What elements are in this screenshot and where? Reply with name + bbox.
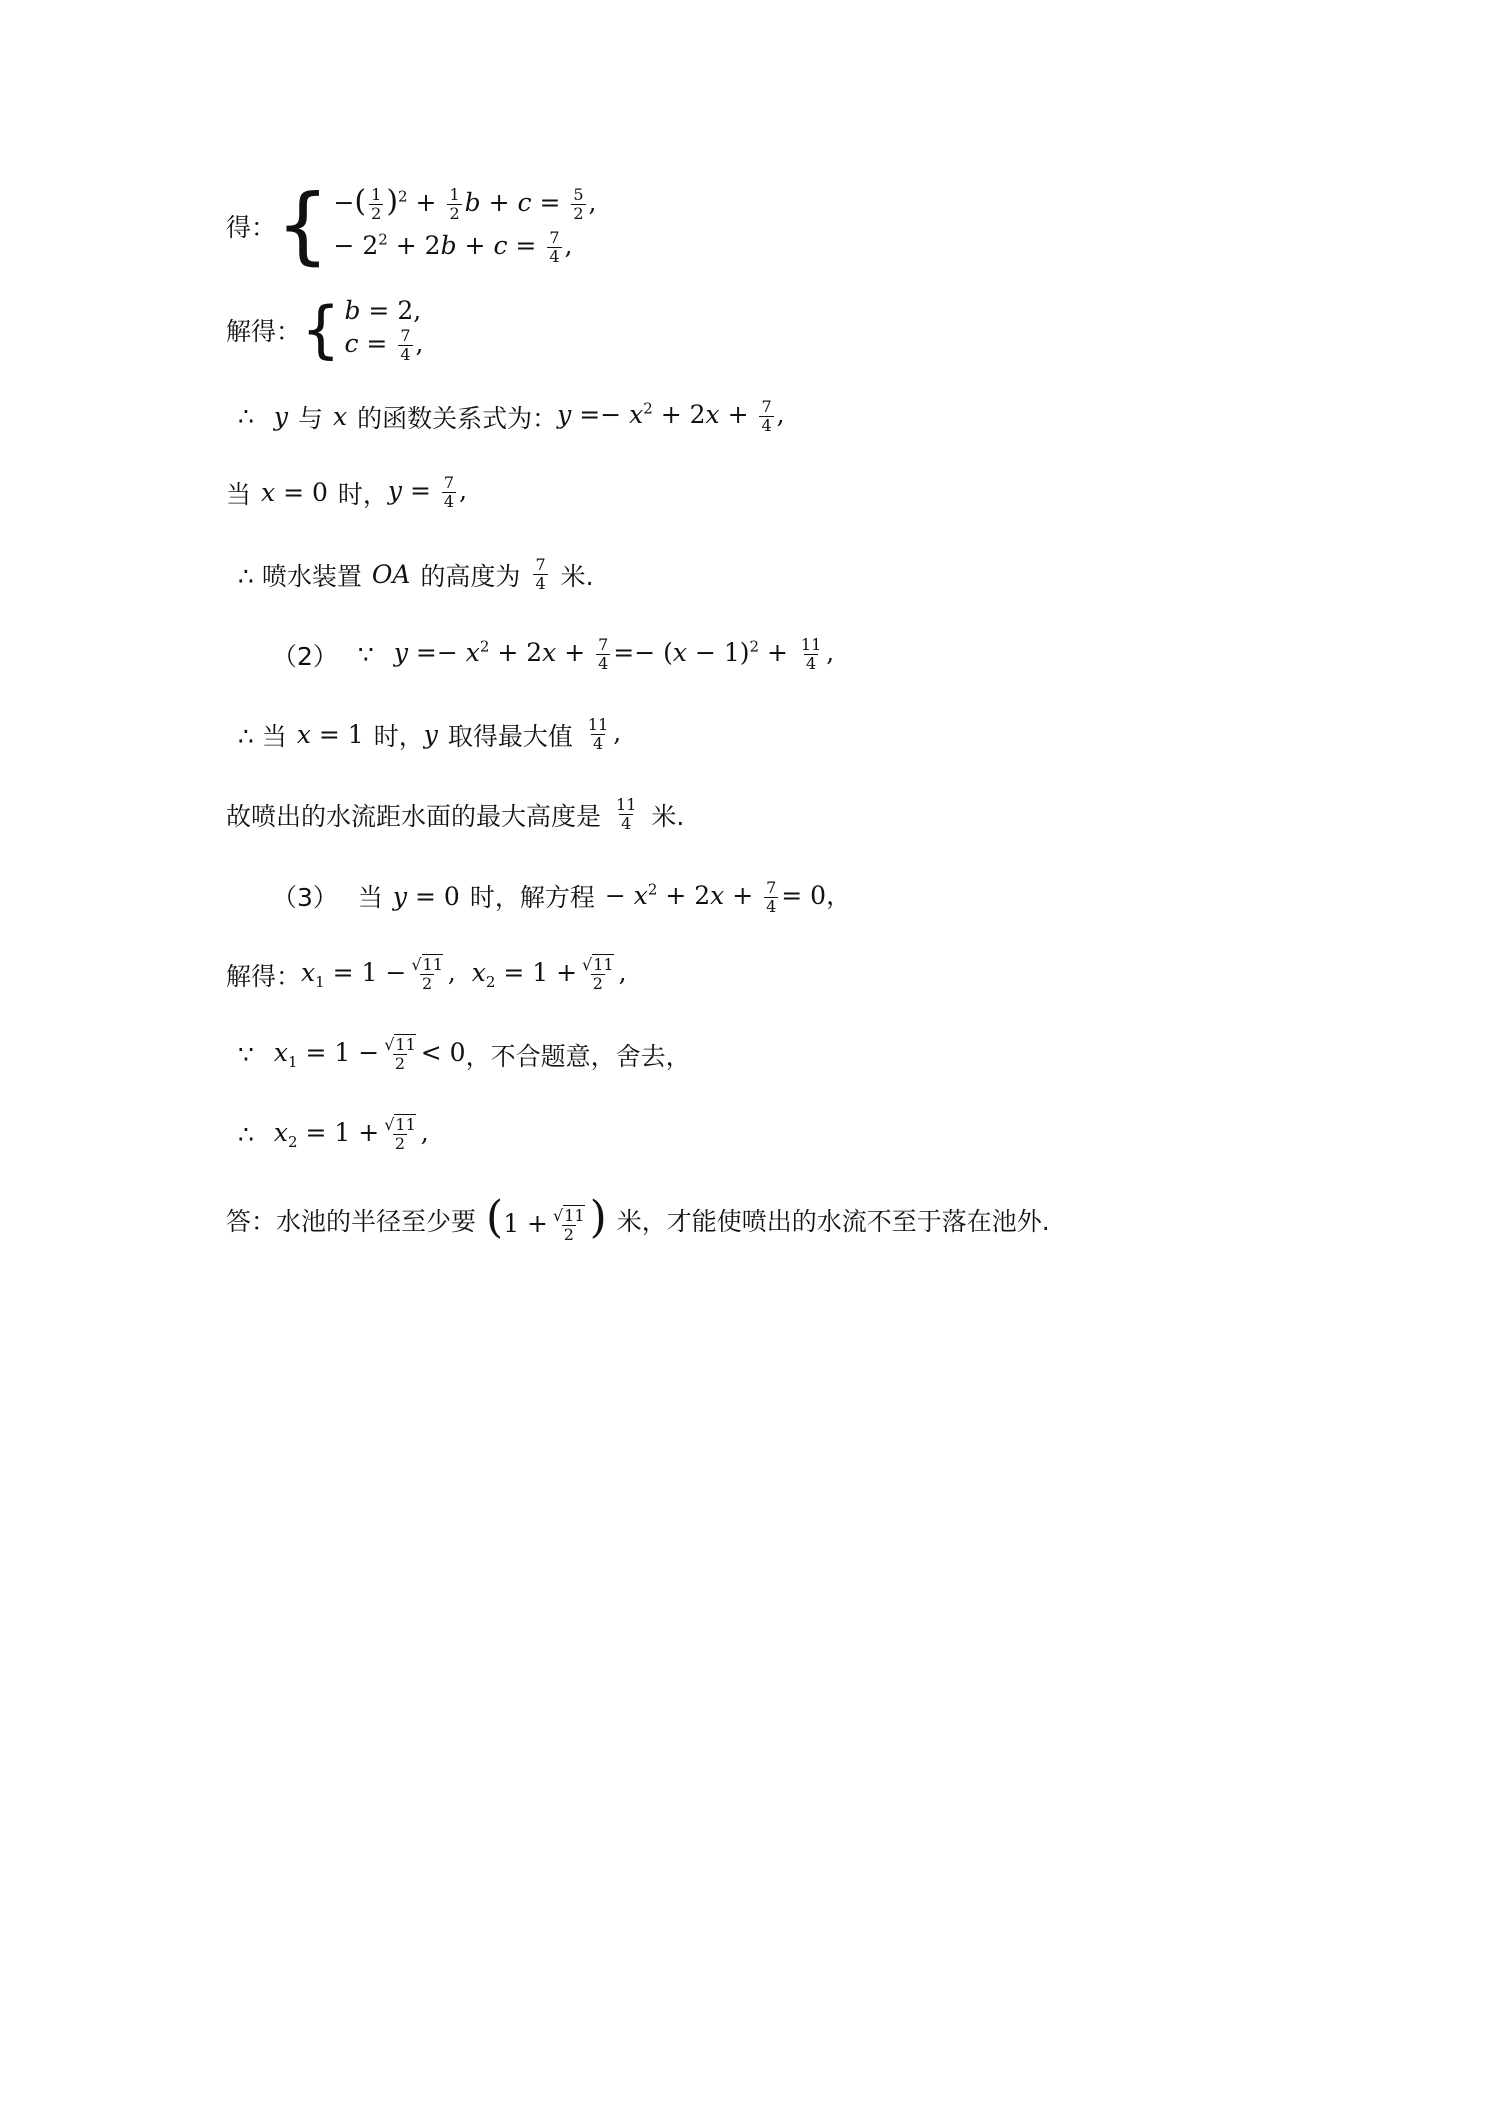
text-answer-prefix: 答：水池的半径至少要 <box>226 1207 477 1236</box>
part-2-label: （2） <box>272 641 338 671</box>
text-meter: 米. <box>560 561 594 591</box>
left-brace-icon: { <box>276 176 330 275</box>
max-value-line <box>238 716 621 753</box>
condition-x-eq-0: x = 0 <box>261 478 328 507</box>
y-value-expression: y = $\frac{7}{4}$ , <box>387 473 468 511</box>
fraction-11-4: $\frac{11}{4}$ , <box>587 715 622 753</box>
text-max-value: 取得最大值 <box>447 721 573 751</box>
quadratic-equation: − $x^2 + 2x$ + $\frac{7}{4}$ = 0， <box>604 878 852 916</box>
label-jiede: 解得： <box>226 961 302 991</box>
text-answer-suffix: 米，才能使喷出的水流不至于落在池外. <box>616 1207 1050 1236</box>
solution-brace-group <box>301 293 424 367</box>
text-max-height: 故喷出的水流距水面的最大高度是 <box>226 801 602 831</box>
roots-line <box>226 956 627 993</box>
text-dang: 当 <box>226 479 252 509</box>
solution-rows <box>344 296 423 364</box>
text-therefore-device: ∴ 喷水装置 <box>238 561 362 591</box>
text-height-is: 的高度为 <box>420 561 521 591</box>
because-symbol: ∵ <box>357 640 374 669</box>
text-dang: 当 <box>357 883 383 912</box>
text-rejected: ，不合题意，舍去， <box>465 1041 691 1071</box>
condition-y-eq-0: y = 0 <box>392 881 460 911</box>
function-relation-line <box>238 398 785 435</box>
text-therefore-when: ∴ 当 <box>238 721 287 751</box>
text-yu: 与 <box>298 403 324 433</box>
var-y: y <box>423 720 438 749</box>
system-brace-group <box>276 176 597 275</box>
label-de: 得： <box>226 213 277 242</box>
system-rows <box>333 186 596 266</box>
accepted-root-line <box>238 1116 429 1153</box>
part-3-label: （3） <box>272 883 338 912</box>
because-symbol: ∵ <box>238 1040 254 1069</box>
text-shi: 时， <box>373 721 424 751</box>
label-jiede: 解得： <box>226 317 302 346</box>
x-zero-line <box>226 474 467 511</box>
part3-equation-line <box>272 876 851 916</box>
therefore-symbol: ∴ <box>238 402 254 431</box>
text-solve-equation: 时，解方程 <box>469 883 595 912</box>
fraction-11-4: $\frac{11}{4}$ <box>616 795 637 833</box>
var-y: y <box>273 402 289 431</box>
roots-expression: $x_1 = 1$ − $\frac{√11}{2}$ , $x_2 = 1$ + $\frac{√11}{2}$ , <box>301 955 627 993</box>
reject-root-line <box>238 1036 691 1073</box>
part2-vertex-form-line <box>272 636 834 673</box>
answer-line <box>226 1192 1050 1244</box>
vertex-form-expression: $y =- x^2 + 2x$ + $\frac{7}{4}$ =− $(x - 1)^2$ + $\frac{11}{4}$ , <box>393 635 835 673</box>
max-height-line <box>226 796 684 833</box>
x2-expression: $x_2 = 1$ + $\frac{√11}{2}$ , <box>273 1115 429 1153</box>
equation-system-2 <box>226 293 424 367</box>
system-row-1: −( $\frac{1}{2}$ )$^2$ + $\frac{1}{2}$ b + c = $\frac{5}{2}$ , <box>333 184 597 223</box>
equation-system-1 <box>226 176 597 275</box>
solution-row-b: b = 2, <box>344 296 422 325</box>
var-x: x <box>333 402 348 431</box>
left-brace-icon: { <box>301 293 341 367</box>
var-oa: OA <box>371 560 411 589</box>
condition-x-eq-1: x = 1 <box>296 720 364 749</box>
system-row-2: − $2^2 + 2b + c$ = $\frac{7}{4}$ , <box>333 228 573 266</box>
x1-negative-expression: $x_1 = 1$ − $\frac{√11}{2}$ < 0 <box>273 1035 466 1073</box>
therefore-symbol: ∴ <box>238 1120 254 1149</box>
text-relation: 的函数关系式为： <box>357 403 558 433</box>
oa-height-line <box>238 556 594 593</box>
radius-expression: (1 + $\frac{√11}{2}$ ) <box>486 1192 607 1244</box>
text-shi: 时， <box>337 479 388 509</box>
function-expression: $y =- x^2 + 2x$ + $\frac{7}{4}$ , <box>557 397 785 435</box>
text-meter: 米. <box>651 801 685 831</box>
solution-row-c: c = $\frac{7}{4}$ , <box>344 326 424 364</box>
fraction-7-4: $\frac{7}{4}$ <box>535 555 546 593</box>
